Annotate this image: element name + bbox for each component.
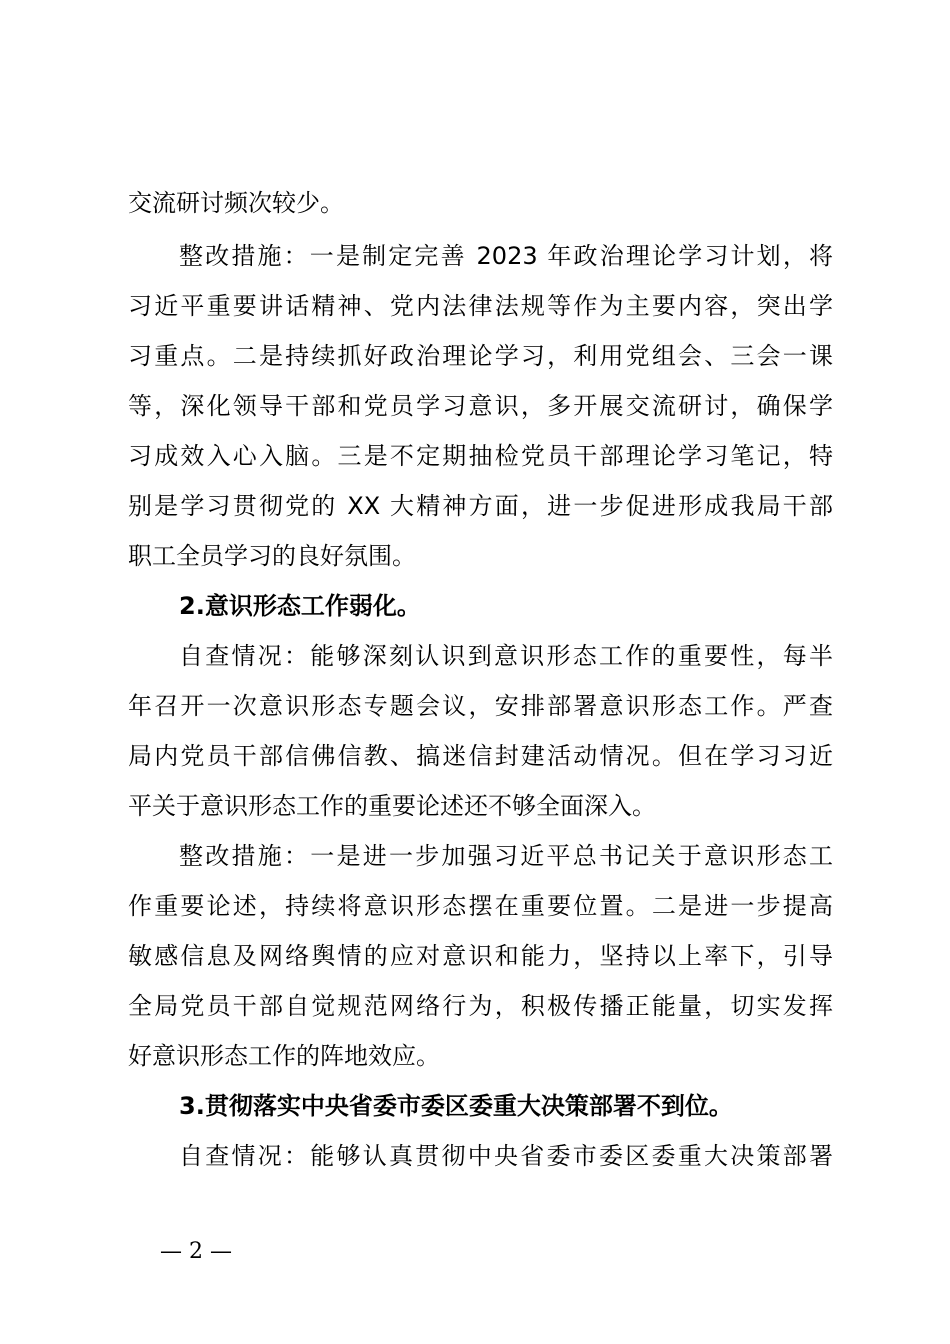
body-text-line: 整改措施：一是制定完善 2023 年政治理论学习计划，将	[179, 242, 833, 270]
body-text-line: 敏感信息及网络舆情的应对意识和能力，坚持以上率下，引导	[128, 942, 833, 970]
body-text-line: 习成效入心入脑。三是不定期抽检党员干部理论学习笔记，特	[128, 442, 833, 470]
body-text-line: 等，深化领导干部和党员学习意识，多开展交流研讨，确保学	[128, 392, 833, 420]
body-text-line: 好意识形态工作的阵地效应。	[128, 1042, 440, 1070]
body-text-line: 年召开一次意识形态专题会议，安排部署意识形态工作。严查	[128, 692, 833, 720]
section-heading: 2.意识形态工作弱化。	[179, 592, 421, 620]
body-text-line: 自查情况：能够认真贯彻中央省委市委区委重大决策部署	[179, 1142, 833, 1170]
body-text-line: 全局党员干部自觉规范网络行为，积极传播正能量，切实发挥	[128, 992, 833, 1020]
body-text-line: 自查情况：能够深刻认识到意识形态工作的重要性，每半	[179, 642, 833, 670]
section-heading: 3.贯彻落实中央省委市委区委重大决策部署不到位。	[179, 1092, 733, 1120]
body-text-line: 局内党员干部信佛信教、搞迷信封建活动情况。但在学习习近	[128, 742, 833, 770]
body-text-line: 交流研讨频次较少。	[128, 189, 344, 217]
body-text-line: 平关于意识形态工作的重要论述还不够全面深入。	[128, 792, 656, 820]
body-text-line: 习近平重要讲话精神、党内法律法规等作为主要内容，突出学	[128, 292, 833, 320]
page-number: — 2 —	[160, 1239, 232, 1264]
body-text-line: 作重要论述，持续将意识形态摆在重要位置。二是进一步提高	[128, 892, 833, 920]
body-text-line: 职工全员学习的良好氛围。	[128, 542, 416, 570]
body-text-line: 习重点。二是持续抓好政治理论学习，利用党组会、三会一课	[128, 342, 833, 370]
body-text-line: 别是学习贯彻党的 XX 大精神方面，进一步促进形成我局干部	[128, 492, 833, 520]
body-text-line: 整改措施：一是进一步加强习近平总书记关于意识形态工	[179, 842, 833, 870]
